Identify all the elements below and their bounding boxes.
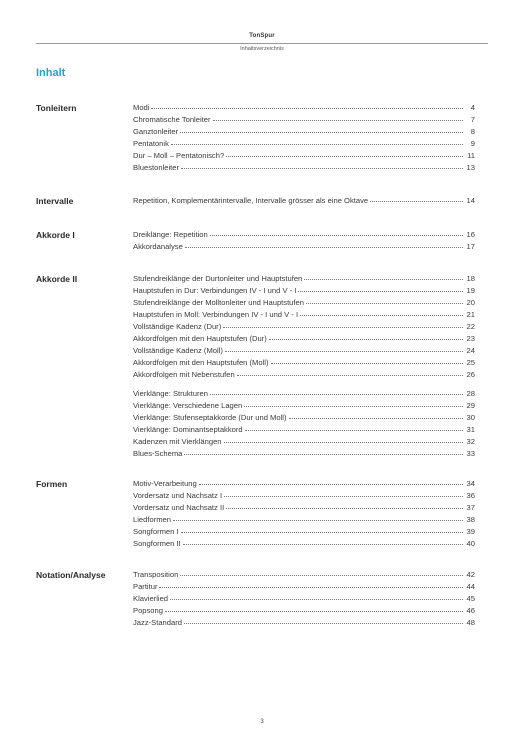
toc-entry (133, 230, 475, 240)
toc-entry-page: 40 (466, 539, 475, 548)
dot-leader (289, 412, 463, 419)
toc-entry-title: Bluestonleiter (133, 163, 180, 172)
dot-leader (180, 126, 463, 133)
dot-leader (224, 490, 463, 497)
toc-entry (133, 370, 475, 380)
dot-leader (213, 114, 463, 121)
dot-leader (180, 569, 463, 576)
toc-entry (133, 606, 475, 616)
toc-entry (133, 274, 475, 284)
toc-entry (133, 449, 475, 459)
dot-leader (269, 333, 463, 340)
toc-entry-page: 23 (466, 334, 475, 343)
toc-entry-page: 18 (466, 274, 475, 283)
toc-entry-page: 24 (466, 346, 475, 355)
section-label: Tonleitern (36, 103, 77, 113)
toc-entry (133, 163, 475, 173)
header-divider (36, 43, 488, 44)
toc-entry (133, 594, 475, 604)
toc-entry-page: 33 (466, 449, 475, 458)
dot-leader (226, 502, 463, 509)
toc-entry-title: Motiv-Verarbeitung (133, 479, 197, 488)
section-label: Intervalle (36, 196, 74, 206)
toc-entry-page: 17 (466, 242, 475, 251)
toc-entry-page: 22 (466, 322, 475, 331)
toc-entry-title: Hauptstufen in Moll: Verbindungen IV - I und V - I (133, 310, 299, 319)
dot-leader (199, 478, 463, 485)
toc-entry (133, 515, 475, 525)
running-header-subtitle: Inhaltsverzeichnis (240, 46, 284, 52)
toc-entry-page: 13 (466, 163, 475, 172)
dot-leader (237, 369, 463, 376)
dot-leader (173, 514, 463, 521)
toc-entry-page: 28 (466, 389, 475, 398)
running-header-title: TonSpur (249, 33, 275, 39)
dot-leader (298, 285, 463, 292)
toc-entry (133, 479, 475, 489)
toc-entry-title: Dreiklänge: Repetition (133, 230, 208, 239)
dot-leader (185, 241, 463, 248)
dot-leader (210, 229, 463, 236)
toc-entry (133, 196, 475, 206)
toc-entry-title: Modi (133, 103, 150, 112)
dot-leader (245, 424, 463, 431)
toc-entry-title: Vierklänge: Strukturen (133, 389, 208, 398)
toc-entry (133, 539, 475, 549)
toc-entry-page: 29 (466, 401, 475, 410)
toc-entry (133, 582, 475, 592)
toc-entry (133, 401, 475, 411)
section-label: Akkorde II (36, 274, 78, 284)
toc-entry (133, 358, 475, 368)
toc-entry-title: Songformen I (133, 527, 179, 536)
toc-entry-title: Vordersatz und Nachsatz II (133, 503, 225, 512)
toc-entry-title: Partitur (133, 582, 158, 591)
dot-leader (306, 297, 463, 304)
toc-entry (133, 413, 475, 423)
toc-entry (133, 425, 475, 435)
dot-leader (223, 321, 463, 328)
page-number: 3 (260, 719, 264, 725)
toc-entry (133, 103, 475, 113)
dot-leader (271, 357, 464, 364)
toc-entry-title: Hauptstufen in Dur: Verbindungen IV - I und V - I (133, 286, 297, 295)
dot-leader (159, 581, 463, 588)
toc-entry-page: 11 (467, 151, 475, 160)
toc-entry-title: Vordersatz und Nachsatz I (133, 491, 223, 500)
toc-entry (133, 151, 475, 161)
toc-entry-title: Stufendreiklänge der Molltonleiter und Hauptstufen (133, 298, 304, 307)
section-label: Notation/Analyse (36, 570, 106, 580)
toc-entry (133, 346, 475, 356)
toc-entry-page: 26 (466, 370, 475, 379)
section-label: Akkorde I (36, 230, 75, 240)
toc-entry-title: Popsong (133, 606, 163, 615)
toc-entry-page: 48 (466, 618, 475, 627)
toc-entry-title: Vierklänge: Verschiedene Lagen (133, 401, 243, 410)
toc-entry-page: 31 (466, 425, 475, 434)
toc-entry (133, 389, 475, 399)
dot-leader (226, 150, 463, 157)
dot-leader (304, 273, 463, 280)
toc-entry-page: 32 (466, 437, 475, 446)
section-label: Formen (36, 479, 68, 489)
toc-entry-title: Akkordfolgen mit den Hauptstufen (Moll) (133, 358, 269, 367)
toc-entry (133, 127, 475, 137)
toc-entry-title: Chromatische Tonleiter (133, 115, 211, 124)
toc-entry-title: Akkordanalyse (133, 242, 183, 251)
toc-entry-page: 25 (466, 358, 475, 367)
toc-entry-title: Stufendreiklänge der Durtonleiter und Hauptstufen (133, 274, 303, 283)
dot-leader (183, 538, 463, 545)
dot-leader (151, 102, 463, 109)
toc-entry-page: 46 (466, 606, 475, 615)
toc-entry-page: 30 (466, 413, 475, 422)
toc-entry (133, 437, 475, 447)
toc-entry-page: 39 (466, 527, 475, 536)
toc-entry-page: 34 (466, 479, 475, 488)
toc-entry-title: Vierklänge: Stufenseptakkorde (Dur und Moll) (133, 413, 287, 422)
toc-entry (133, 527, 475, 537)
toc-entry-page: 44 (466, 582, 475, 591)
toc-entry (133, 139, 475, 149)
dot-leader (244, 400, 463, 407)
toc-entry-title: Repetition, Komplementärintervalle, Intervalle grösser als eine Oktave (133, 196, 369, 205)
toc-entry-page: 9 (470, 139, 475, 148)
toc-entry-page: 14 (466, 196, 475, 205)
dot-leader (224, 436, 463, 443)
toc-entry-title: Vierklänge: Dominantseptakkord (133, 425, 243, 434)
toc-entry-title: Klavierlied (133, 594, 169, 603)
toc-entry-title: Akkordfolgen mit den Hauptstufen (Dur) (133, 334, 267, 343)
toc-entry-page: 42 (466, 570, 475, 579)
toc-entry-title: Transposition (133, 570, 179, 579)
dot-leader (225, 345, 463, 352)
dot-leader (370, 195, 463, 202)
toc-entry-page: 38 (466, 515, 475, 524)
toc-entry (133, 503, 475, 513)
toc-entry-title: Liedformen (133, 515, 171, 524)
toc-entry (133, 491, 475, 501)
toc-entry-page: 36 (466, 491, 475, 500)
dot-leader (171, 138, 463, 145)
toc-entry-page: 45 (466, 594, 475, 603)
dot-leader (181, 162, 463, 169)
toc-entry (133, 298, 475, 308)
toc-entry (133, 334, 475, 344)
toc-entry (133, 286, 475, 296)
toc-entry-title: Blues-Schema (133, 449, 183, 458)
toc-entry (133, 618, 475, 628)
dot-leader (210, 388, 463, 395)
toc-entry-title: Vollständige Kadenz (Moll) (133, 346, 223, 355)
toc-entry-page: 21 (466, 310, 475, 319)
toc-entry-page: 16 (466, 230, 475, 239)
dot-leader (165, 605, 463, 612)
toc-entry-page: 20 (466, 298, 475, 307)
dot-leader (181, 526, 463, 533)
toc-entry (133, 115, 475, 125)
dot-leader (300, 309, 463, 316)
dot-leader (184, 617, 463, 624)
toc-entry (133, 310, 475, 320)
dot-leader (170, 593, 463, 600)
toc-entry-title: Dur – Moll – Pentatonisch? (133, 151, 225, 160)
toc-entry-title: Pentatonik (133, 139, 169, 148)
toc-entry-page: 19 (466, 286, 475, 295)
toc-entry-title: Songformen II (133, 539, 181, 548)
toc-entry (133, 322, 475, 332)
page-title: Inhalt (36, 67, 66, 79)
toc-entry (133, 242, 475, 252)
toc-entry (133, 570, 475, 580)
toc-entry-page: 8 (470, 127, 475, 136)
toc-entry-title: Ganztonleiter (133, 127, 179, 136)
toc-entry-page: 7 (470, 115, 475, 124)
toc-entry-title: Kadenzen mit Vierklängen (133, 437, 222, 446)
toc-entry-page: 4 (470, 103, 475, 112)
toc-entry-title: Vollständige Kadenz (Dur) (133, 322, 222, 331)
dot-leader (184, 448, 463, 455)
toc-entry-title: Jazz-Standard (133, 618, 182, 627)
toc-entry-title: Akkordfolgen mit Nebenstufen (133, 370, 235, 379)
toc-entry-page: 37 (466, 503, 475, 512)
